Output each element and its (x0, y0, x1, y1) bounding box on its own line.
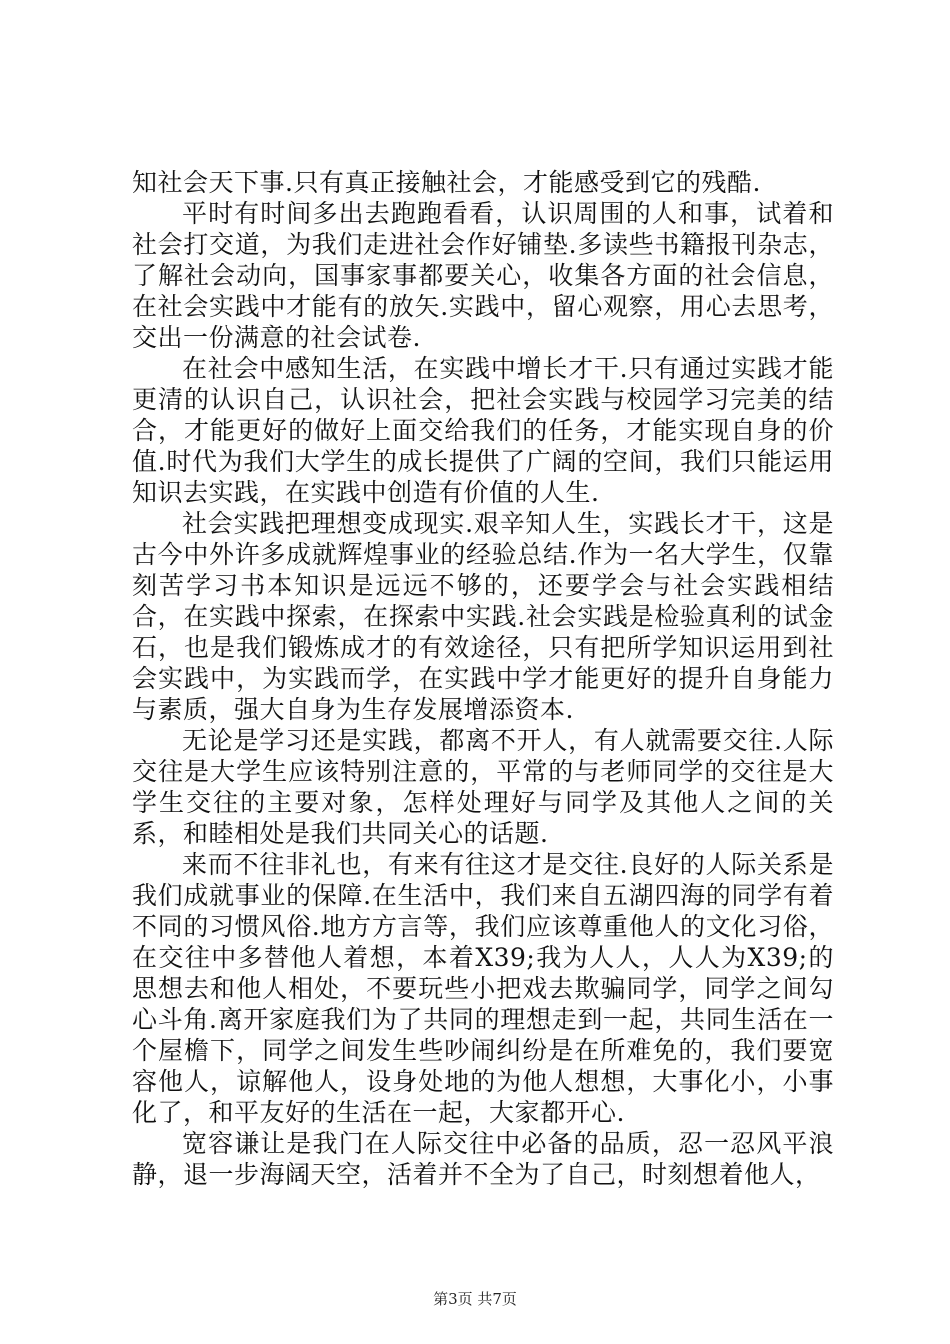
paragraph-5: 无论是学习还是实践，都离不开人，有人就需要交往.人际交往是大学生应该特别注意的，平常的与老师同学的交往是大学生交往的主要对象，怎样处理好与同学及其他人之间的关系，和睦相处是我们共同关心的话题. (132, 726, 834, 848)
paragraph-3: 在社会中感知生活，在实践中增长才干.只有通过实践才能更清的认识自己，认识社会，把社会实践与校园学习完美的结合，才能更好的做好上面交给我们的任务，才能实现自身的价值.时代为我们大学生的成长提供了广阔的空间，我们只能运用知识去实践，在实践中创造有价值的人生. (132, 354, 834, 507)
page-number-footer: 第3页 共7页 (433, 1290, 517, 1308)
document-body (132, 167, 834, 1190)
paragraph-1: 知社会天下事.只有真正接触社会，才能感受到它的残酷. (132, 168, 761, 197)
paragraph-7: 宽容谦让是我门在人际交往中必备的品质，忍一忍风平浪静，退一步海阔天空，活着并不全为了自己，时刻想着他人， (132, 1129, 834, 1189)
paragraph-2: 平时有时间多出去跑跑看看，认识周围的人和事，试着和社会打交道，为我们走进社会作好铺垫.多读些书籍报刊杂志，了解社会动向，国事家事都要关心，收集各方面的社会信息，在社会实践中才能有的放矢.实践中，留心观察，用心去思考，交出一份满意的社会试卷. (132, 199, 834, 352)
paragraph-4: 社会实践把理想变成现实.艰辛知人生，实践长才干，这是古今中外许多成就辉煌事业的经验总结.作为一名大学生，仅靠刻苦学习书本知识是远远不够的，还要学会与社会实践相结合，在实践中探索，在探索中实践.社会实践是检验真利的试金石，也是我们锻炼成才的有效途径，只有把所学知识运用到社会实践中，为实践而学，在实践中学才能更好的提升自身能力与素质，强大自身为生存发展增添资本. (132, 509, 834, 724)
paragraph-6: 来而不往非礼也，有来有往这才是交往.良好的人际关系是我们成就事业的保障.在生活中，我们来自五湖四海的同学有着不同的习惯风俗.地方方言等，我们应该尊重他人的文化习俗，在交往中多替他人着想，本着X39;我为人人，人人为X39;的思想去和他人相处，不要玩些小把戏去欺骗同学，同学之间勾心斗角.离开家庭我们为了共同的理想走到一起，共同生活在一个屋檐下，同学之间发生些吵闹纠纷是在所难免的，我们要宽容他人，谅解他人，设身处地的为他人想想，大事化小，小事化了，和平友好的生活在一起，大家都开心. (132, 850, 834, 1127)
